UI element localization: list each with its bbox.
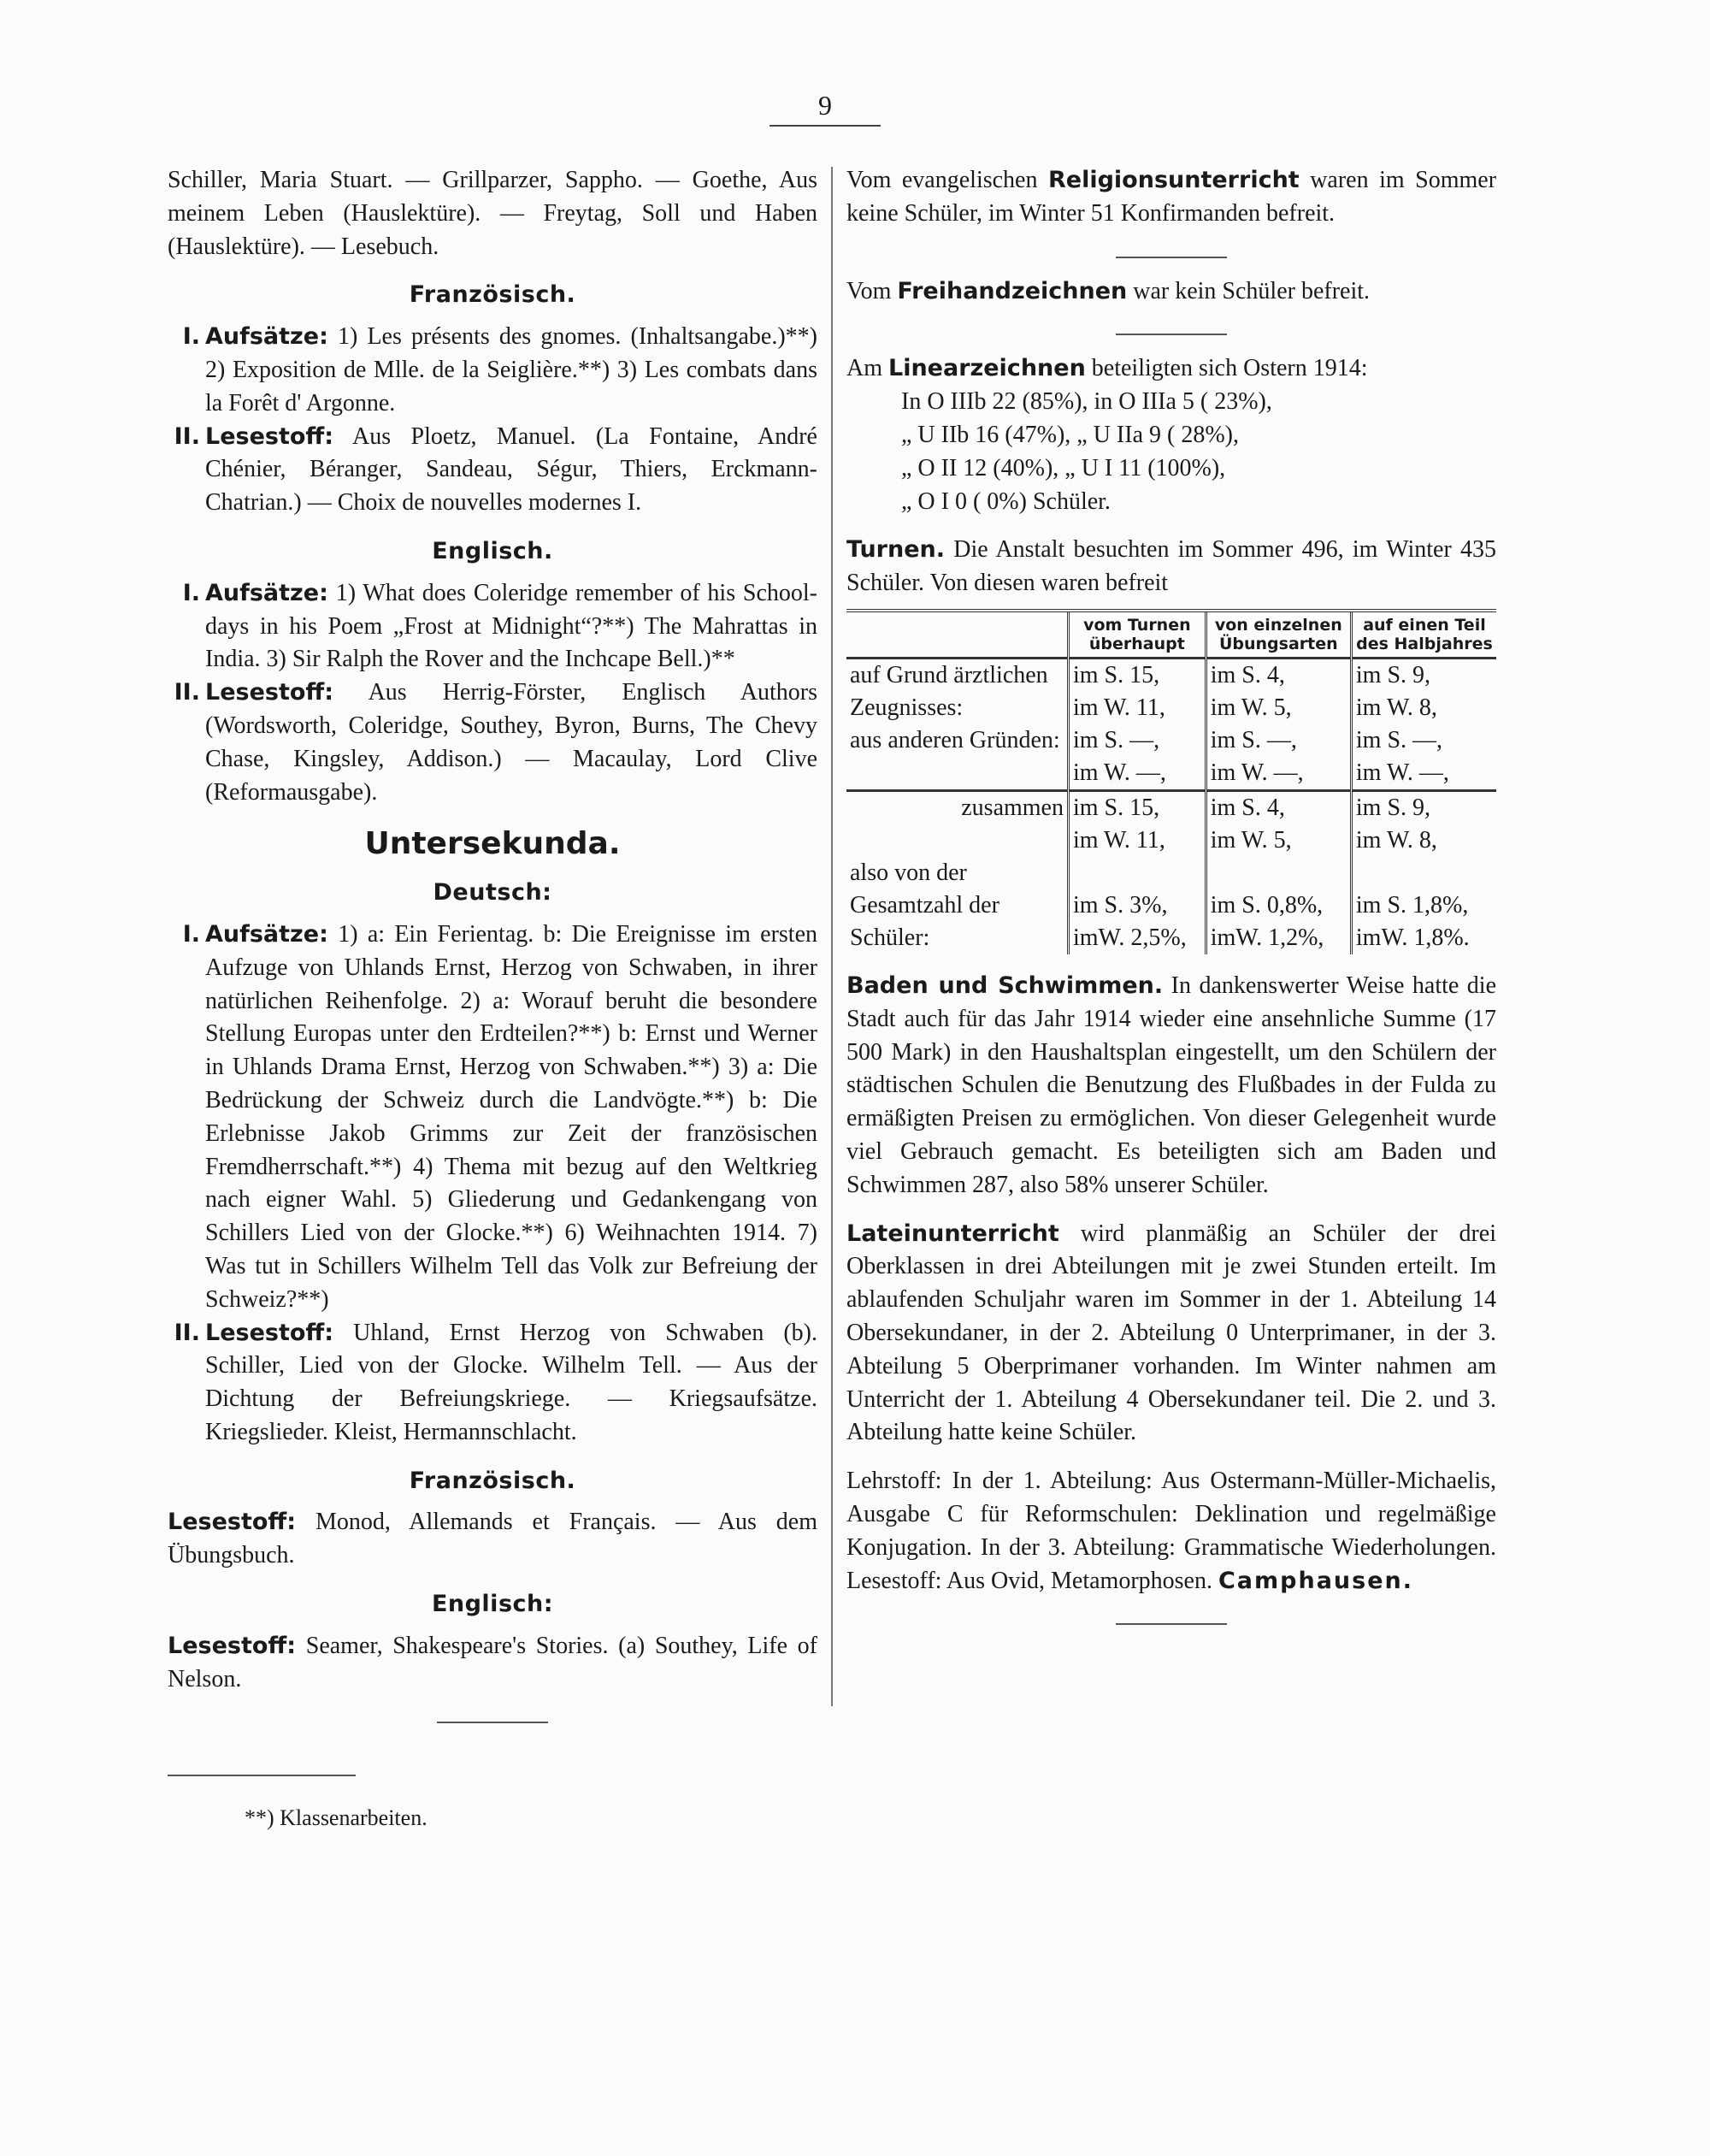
row-label: also von der Gesamtzahl der Schüler: <box>850 859 999 951</box>
signature: Camphausen. <box>1218 1567 1414 1594</box>
page-number: 9 <box>770 90 881 127</box>
section-heading-franzoesisch: Französisch. <box>409 281 576 309</box>
cell-line: imW. 2,5%, <box>1073 924 1187 951</box>
list-item <box>168 421 817 520</box>
baden-paragraph <box>846 970 1496 1202</box>
cell-line: im S. —, <box>1073 726 1160 753</box>
section-heading-englisch: Englisch. <box>432 537 553 564</box>
linear-line: „ O I 0 ( 0%) Schüler. <box>901 487 1111 515</box>
item-content: 1) Les présents des gnomes. (Inhaltsangabe.)**) 2) Exposition de Mlle. de la Seiglière.**) 3) Les combats dans la Forêt d' Argonne. <box>205 323 817 416</box>
cell-line: im S. 9, <box>1355 661 1431 688</box>
keyword: Linearzeichnen <box>888 355 1086 382</box>
lehrstoff-paragraph <box>846 1465 1496 1598</box>
cell-line: im S. 15, <box>1073 661 1160 688</box>
section-heading-englisch-2: Englisch: <box>431 1591 554 1618</box>
item-text <box>205 919 817 1317</box>
linear-list <box>846 386 1496 518</box>
item-label: Aufsätze: <box>205 920 328 948</box>
section-rule <box>1116 334 1227 335</box>
cell-line: im W. 8, <box>1355 694 1437 721</box>
list-item <box>168 676 817 809</box>
table-cell <box>1206 724 1351 791</box>
class-heading-untersekunda: Untersekunda. <box>364 826 621 862</box>
turnen-paragraph <box>846 534 1496 600</box>
text: Die Anstalt besuchten im Sommer 496, im Winter 435 Schüler. Von diesen waren befreit <box>846 536 1497 597</box>
item-number: II. <box>174 1319 200 1346</box>
zeichnen-paragraph <box>846 275 1496 309</box>
cell-line: imW. 1,2%, <box>1210 924 1324 951</box>
keyword: Lateinunterricht <box>846 1220 1059 1247</box>
section-rule <box>1116 257 1227 258</box>
item-content: 1) What does Coleridge remember of his School-days in his Poem „Frost at Midnight“?**) The Mahrattas in India. 3) Sir Ralph the Rover and the Inchcape Bell.)** <box>205 579 817 673</box>
section-heading-franzoesisch-2: Französisch. <box>409 1467 576 1494</box>
cell-line: im S. 0,8%, <box>1210 891 1324 919</box>
list-item <box>168 577 817 676</box>
list-item <box>168 919 817 1317</box>
turnen-table <box>846 609 1496 954</box>
list-item <box>168 1317 817 1450</box>
item-label: Lesestoff: <box>168 1509 297 1536</box>
text: In dankenswerter Weise hatte die Stadt auch für das Jahr 1914 wieder eine ansehnliche Summe (17 500 Mark) in den Haushaltsplan eingestellt, um den Schülern der städtischen Schulen die Benutzung des Flußbades in der Fulda zu ermäßigten Preisen zu ermöglichen. Von dieser Gelegenheit wurde viel Gebrauch gemacht. Es beteiligten sich am Baden und Schwimmen 287, also 58% unserer Schüler. <box>846 972 1496 1198</box>
cell-line: im W. 8, <box>1355 826 1437 854</box>
table-row <box>846 857 1496 954</box>
row-label: auf Grund ärztlichen Zeugnisses: <box>850 661 1048 721</box>
item-content: Aus Herrig-Förster, Englisch Authors (Wordsworth, Coleridge, Southey, Byron, Burns, The Chevy Chase, Kingsley, Addison.) — Macaulay, Lord Clive (Reformausgabe). <box>205 679 817 806</box>
footnote: **) Klassenarbeiten. <box>245 1805 428 1831</box>
cell-line: im S. 3%, <box>1073 891 1168 919</box>
text: Vom evangelischen <box>846 167 1038 193</box>
item-text <box>205 577 817 676</box>
text: beteiligten sich Ostern 1914: <box>1091 355 1368 382</box>
text: Lehrstoff: In der 1. Abteilung: Aus Ostermann-Müller-Michaelis, Ausgabe C für Reformschulen: Deklination und regelmäßige Konjugation. In der 3. Abteilung: Grammatische Wiederholungen. Lesestoff: Aus Ovid, Metamorphosen. <box>846 1468 1496 1594</box>
table-cell <box>1069 724 1206 791</box>
column-header: auf einen Teil des Halbjahres <box>1351 611 1496 659</box>
cell-line: im S. 9, <box>1355 794 1431 821</box>
item-label: Lesestoff: <box>205 422 334 450</box>
section-rule <box>1116 1623 1227 1625</box>
item-label: Aufsätze: <box>205 579 328 606</box>
text: war kein Schüler befreit. <box>1133 277 1371 304</box>
table-cell <box>1069 857 1206 954</box>
keyword: Religionsunterricht <box>1047 167 1300 193</box>
item-text <box>205 1317 817 1450</box>
table-cell <box>1206 857 1351 954</box>
item-text <box>205 676 817 809</box>
list-item <box>168 321 817 420</box>
left-column <box>168 164 817 1835</box>
text: Vom <box>846 277 892 304</box>
reading-list-intro: Schiller, Maria Stuart. — Grillparzer, Sappho. — Goethe, Aus meinem Leben (Hauslektüre). — Freytag, Soll und Haben (Hauslektüre). — Lesebuch. <box>168 167 817 260</box>
linear-line: „ O II 12 (40%), „ U I 11 (100%), <box>901 454 1226 481</box>
keyword: Baden und Schwimmen. <box>846 972 1164 999</box>
row-label: zusammen <box>961 794 1064 821</box>
table-cell <box>1069 658 1206 724</box>
item-label: Lesestoff: <box>168 1632 297 1659</box>
cell-line: im S. 4, <box>1210 794 1285 821</box>
item-content: 1) a: Ein Ferientag. b: Die Ereignisse im ersten Aufzuge von Uhlands Ernst, Herzog von Schwaben, in ihrer natürlichen Reihenfolge. 2) a: Worauf beruht die besondere Stellung Europas unter den Erdteilen?**) b: Ernst und Werner in Uhlands Drama Ernst, Herzog von Schwaben.**) 3) a: Die Bedrückung der Schweiz durch die Landvögte.**) b: Die Erlebnisse Jakob Grimms zur Zeit der französischen Fremdherrschaft.**) 4) Thema mit bezug auf den Weltkrieg nach eigner Wahl. 5) Gliederung und Gedankengang von Schillers Lied von der Glocke.**) 6) Weihnachten 1914. 7) Was tut in Schillers Wilhelm Tell das Volk zur Befreiung der Schweiz?**) <box>205 920 818 1313</box>
religion-paragraph <box>846 164 1496 231</box>
linear-line: „ U IIb 16 (47%), „ U IIa 9 ( 28%), <box>901 421 1239 448</box>
table-cell <box>1351 857 1496 954</box>
section-rule <box>437 1722 548 1723</box>
cell-line: im W. 5, <box>1210 694 1292 721</box>
linear-paragraph <box>846 352 1496 386</box>
item-number: II. <box>174 679 200 706</box>
item-label: Lesestoff: <box>205 679 334 706</box>
table-header-row <box>846 611 1496 659</box>
cell-line: im W. 5, <box>1210 826 1292 854</box>
item-content: Uhland, Ernst Herzog von Schwaben (b). Schiller, Lied von der Glocke. Wilhelm Tell. — Aus der Dichtung der Befreiungskriege. — Kriegsaufsätze. Kriegslieder. Kleist, Hermannschlacht. <box>205 1319 818 1445</box>
cell-line: im S. 15, <box>1073 794 1160 821</box>
column-header: von einzelnen Übungsarten <box>1206 611 1351 659</box>
item-text <box>205 321 817 420</box>
footnote-rule <box>168 1775 356 1776</box>
item-label: Lesestoff: <box>205 1319 334 1346</box>
item-number: II. <box>174 422 200 450</box>
lesestoff-englisch <box>168 1630 817 1697</box>
text: wird planmäßig an Schüler der drei Oberklassen in drei Abteilungen mit je zwei Stunden erteilt. Im ablaufenden Schuljahr waren im Sommer in der 1. Abteilung 14 Obersekundaner, in der 2. Abteilung 0 Unterprimaner, in der 3. Abteilung 5 Oberprimaner vorhanden. Im Winter nahmen am Unterricht der 1. Abteilung 4 Obersekundaner teil. Die 2. und 3. Abteilung hatte keine Schüler. <box>846 1220 1497 1446</box>
table-cell <box>1351 790 1496 857</box>
section-heading-deutsch: Deutsch: <box>433 879 552 907</box>
cell-line: im W. 11, <box>1073 694 1165 721</box>
cell-line: im W. 11, <box>1073 826 1165 854</box>
table-corner <box>846 611 1069 659</box>
column-divider <box>831 167 833 1706</box>
row-label: aus anderen Gründen: <box>850 726 1060 753</box>
lesestoff-franzoesisch <box>168 1506 817 1573</box>
cell-line: im W. —, <box>1210 759 1304 786</box>
latein-paragraph <box>846 1218 1496 1450</box>
right-column <box>846 164 1496 1642</box>
column-header: vom Turnen überhaupt <box>1069 611 1206 659</box>
table-row <box>846 790 1496 857</box>
table-cell <box>1351 658 1496 724</box>
text: Am <box>846 355 882 382</box>
item-content: Monod, Allemands et Français. — Aus dem Übungsbuch. <box>168 1509 817 1569</box>
table-cell <box>1206 790 1351 857</box>
cell-line: im W. —, <box>1073 759 1166 786</box>
item-label: Aufsätze: <box>205 323 328 351</box>
table-cell <box>1206 658 1351 724</box>
keyword: Freihandzeichnen <box>897 277 1128 304</box>
table-row <box>846 658 1496 724</box>
text: waren im Sommer keine Schüler, im Winter 51 Konfirmanden befreit. <box>846 167 1497 227</box>
item-content: Aus Ploetz, Manuel. (La Fontaine, André Chénier, Béranger, Sandeau, Ségur, Thiers, Erckmann-Chatrian.) — Choix de nouvelles modernes I. <box>205 422 817 517</box>
cell-line: im S. —, <box>1210 726 1297 753</box>
item-number: I. <box>182 323 200 351</box>
cell-line: imW. 1,8%. <box>1355 924 1470 951</box>
table-cell <box>1069 790 1206 857</box>
item-text <box>205 421 817 520</box>
linear-line: In O IIIb 22 (85%), in O IIIa 5 ( 23%), <box>901 388 1272 416</box>
item-number: I. <box>182 579 200 606</box>
cell-line: im S. 4, <box>1210 661 1285 688</box>
table-row <box>846 724 1496 791</box>
cell-line: im S. —, <box>1355 726 1443 753</box>
item-content: Seamer, Shakespeare's Stories. (a) Southey, Life of Nelson. <box>168 1632 817 1692</box>
cell-line: im S. 1,8%, <box>1355 891 1469 919</box>
table-cell <box>1351 724 1496 791</box>
cell-line: im W. —, <box>1355 759 1449 786</box>
item-number: I. <box>182 920 200 948</box>
keyword: Turnen. <box>846 536 946 564</box>
